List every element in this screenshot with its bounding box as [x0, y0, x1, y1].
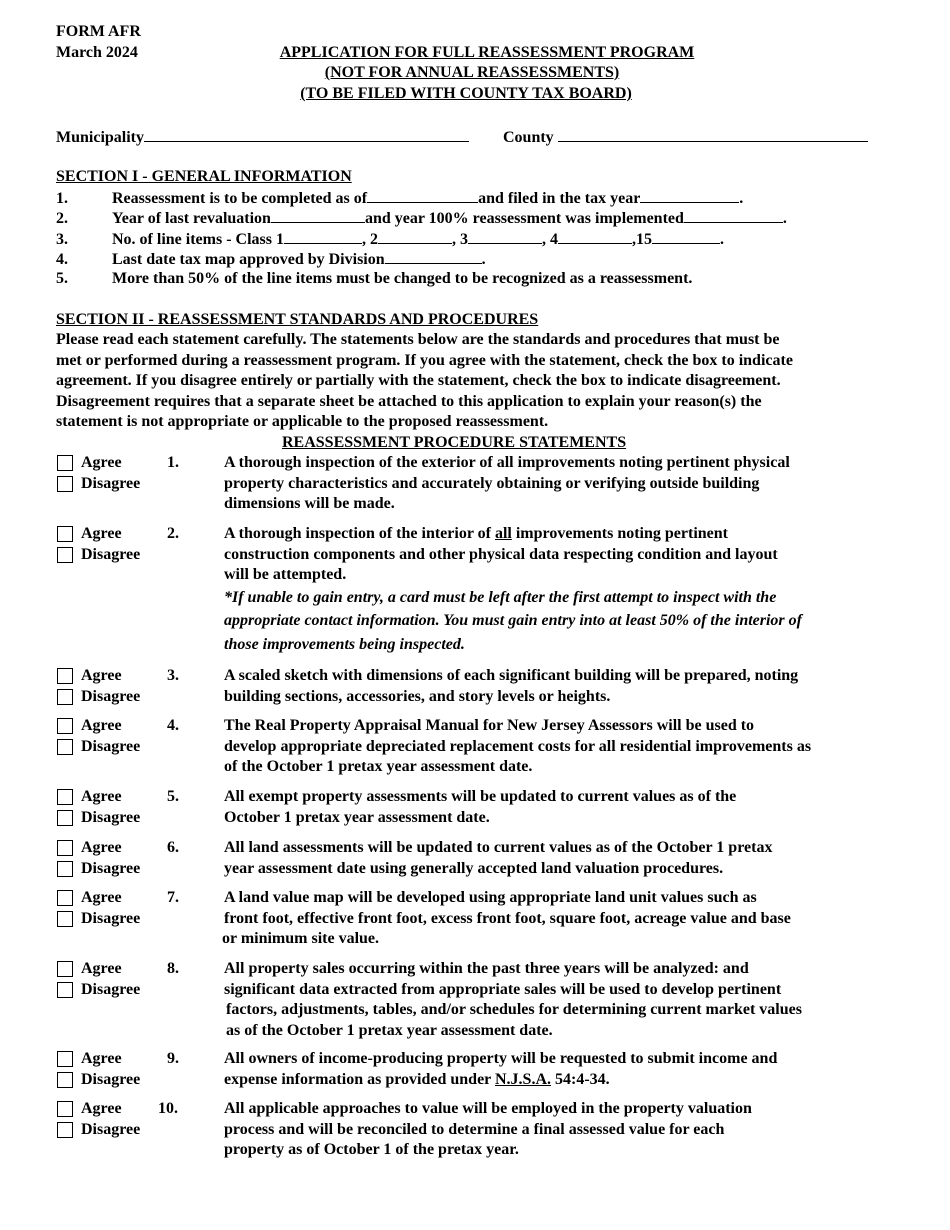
tax-year-field[interactable]: [640, 187, 739, 203]
disagree-label: Disagree: [81, 546, 141, 563]
form-date: March 2024: [56, 44, 138, 61]
statement-number: 7.: [167, 889, 179, 906]
agree-checkbox-5[interactable]: [57, 789, 73, 805]
agree-label: Agree: [81, 525, 122, 542]
agree-checkbox-8[interactable]: [57, 961, 73, 977]
disagree-checkbox-6[interactable]: [57, 861, 73, 877]
statements-subheading: REASSESSMENT PROCEDURE STATEMENTS: [282, 434, 627, 451]
statement-4-text: The Real Property Appraisal Manual for New Jersey Assessors will be used to develop appropriate depreciated replacement costs for all residential improvements as of the October 1 pretax year assessment date.: [224, 717, 812, 775]
section2-heading: SECTION II - REASSESSMENT STANDARDS AND PROCEDURES: [56, 311, 539, 328]
class1-field[interactable]: [284, 228, 362, 244]
agree-checkbox-4[interactable]: [57, 718, 73, 734]
statement-number: 10.: [158, 1100, 178, 1117]
statement-3-text: A scaled sketch with dimensions of each significant building will be prepared, noting building sections, accessories, and story levels or heights.: [224, 667, 799, 705]
section1-item-5: 5. More than 50% of the line items must be changed to be recognized as a reassessment.: [56, 270, 693, 287]
statement-number: 6.: [167, 839, 179, 856]
disagree-label: Disagree: [81, 738, 141, 755]
disagree-checkbox-3[interactable]: [57, 689, 73, 705]
disagree-label: Disagree: [81, 688, 141, 705]
municipality-label: Municipality: [56, 129, 145, 146]
section1-item-2: 2. Year of last revaluation and year 100% reassessment was implemented .: [56, 207, 787, 230]
section1-heading: SECTION I - GENERAL INFORMATION: [56, 168, 352, 185]
agree-checkbox-2[interactable]: [57, 526, 73, 542]
disagree-label: Disagree: [81, 910, 141, 927]
statement-10-text: All applicable approaches to value will be employed in the property valuation process and will be reconciled to determine a final assessed value for each property as of October 1 of the pretax year.: [224, 1100, 752, 1158]
form-subtitle-1: (NOT FOR ANNUAL REASSESSMENTS): [324, 64, 620, 81]
statement-2-text: A thorough inspection of the interior of all improvements noting pertinent construction components and other physical data respecting condition and layout will be attempted. *If unable to gain entry, a card must be left after the first attempt to inspect with the appropriate contact information. You must gain entry into at least 50% of the interior of those improvements being inspected.: [224, 524, 884, 656]
disagree-checkbox-9[interactable]: [57, 1072, 73, 1088]
disagree-checkbox-2[interactable]: [57, 547, 73, 563]
agree-label: Agree: [81, 1100, 122, 1117]
agree-checkbox-9[interactable]: [57, 1051, 73, 1067]
agree-label: Agree: [81, 839, 122, 856]
class15-field[interactable]: [652, 228, 720, 244]
last-revaluation-field[interactable]: [271, 207, 365, 223]
section1-item-3: 3. No. of line items - Class 1 , 2 , 3 , 4 ,15 .: [56, 228, 724, 251]
disagree-checkbox-10[interactable]: [57, 1122, 73, 1138]
statement-number: 4.: [167, 717, 179, 734]
statement-9-text: All owners of income-producing property will be requested to submit income and expense information as provided under N.J.S.A. 54:4-34.: [224, 1050, 778, 1088]
statement-number: 3.: [167, 667, 179, 684]
disagree-checkbox-4[interactable]: [57, 739, 73, 755]
county-label: County: [503, 129, 554, 146]
disagree-checkbox-7[interactable]: [57, 911, 73, 927]
agree-label: Agree: [81, 1050, 122, 1067]
completion-date-field[interactable]: [367, 187, 478, 203]
county-row: [503, 126, 868, 148]
agree-checkbox-10[interactable]: [57, 1101, 73, 1117]
disagree-label: Disagree: [81, 860, 141, 877]
statement-1-text: A thorough inspection of the exterior of all improvements noting pertinent physical property characteristics and accurately obtaining or verifying outside building dimensions will be made.: [224, 454, 790, 512]
section2-intro: Please read each statement carefully. The statements below are the standards and procedures that must be met or performed during a reassessment program. If you agree with the statement, check the box to indicate agreement. If you disagree entirely or partially with the statement, check the box to indicate disagreement. Disagreement requires that a separate sheet be attached to this application to explain your reason(s) the statement is not appropriate or applicable to the proposed reassessment.: [56, 331, 793, 430]
agree-label: Agree: [81, 667, 122, 684]
statement-7-text: A land value map will be developed using appropriate land unit values such as front foot, effective front foot, excess front foot, square foot, acreage value and base or minimum site value.: [222, 889, 791, 947]
disagree-checkbox-5[interactable]: [57, 810, 73, 826]
municipality-row: [56, 126, 469, 148]
disagree-label: Disagree: [81, 809, 141, 826]
disagree-checkbox-1[interactable]: [57, 476, 73, 492]
agree-checkbox-6[interactable]: [57, 840, 73, 856]
inspection-note: *If unable to gain entry, a card must be left after the first attempt to inspect with the: [224, 588, 777, 606]
reassessment-year-field[interactable]: [684, 207, 783, 223]
section1-item-4: 4. Last date tax map approved by Division .: [56, 248, 486, 271]
disagree-label: Disagree: [81, 475, 141, 492]
disagree-label: Disagree: [81, 1071, 141, 1088]
class3-field[interactable]: [468, 228, 542, 244]
agree-label: Agree: [81, 717, 122, 734]
form-id: FORM AFR: [56, 23, 141, 40]
agree-label: Agree: [81, 788, 122, 805]
municipality-field[interactable]: [144, 126, 469, 142]
agree-checkbox-7[interactable]: [57, 890, 73, 906]
agree-label: Agree: [81, 960, 122, 977]
agree-checkbox-3[interactable]: [57, 668, 73, 684]
class2-field[interactable]: [378, 228, 452, 244]
agree-label: Agree: [81, 889, 122, 906]
statement-number: 1.: [167, 454, 179, 471]
disagree-label: Disagree: [81, 1121, 141, 1138]
statement-number: 2.: [167, 525, 179, 542]
disagree-label: Disagree: [81, 981, 141, 998]
class4-field[interactable]: [558, 228, 632, 244]
statement-5-text: All exempt property assessments will be updated to current values as of the October 1 pretax year assessment date.: [224, 788, 737, 826]
statement-number: 8.: [167, 960, 179, 977]
form-title: APPLICATION FOR FULL REASSESSMENT PROGRAM: [279, 44, 695, 61]
statement-8-text: All property sales occurring within the past three years will be analyzed: and significant data extracted from appropriate sales will be used to develop pertinent factors, adjustments, tables, and/or schedules for determining current market values as of the October 1 pretax year assessment date.: [224, 960, 802, 1039]
form-subtitle-2: (TO BE FILED WITH COUNTY TAX BOARD): [300, 85, 632, 102]
section1-item-1: 1. Reassessment is to be completed as of and filed in the tax year .: [56, 187, 743, 210]
county-field[interactable]: [558, 126, 868, 142]
statute-reference: N.J.S.A.: [495, 1070, 552, 1088]
statement-number: 5.: [167, 788, 179, 805]
tax-map-date-field[interactable]: [385, 248, 482, 264]
disagree-checkbox-8[interactable]: [57, 982, 73, 998]
statement-number: 9.: [167, 1050, 179, 1067]
agree-label: Agree: [81, 454, 122, 471]
statement-6-text: All land assessments will be updated to current values as of the October 1 pretax year assessment date using generally accepted land valuation procedures.: [224, 839, 773, 877]
agree-checkbox-1[interactable]: [57, 455, 73, 471]
